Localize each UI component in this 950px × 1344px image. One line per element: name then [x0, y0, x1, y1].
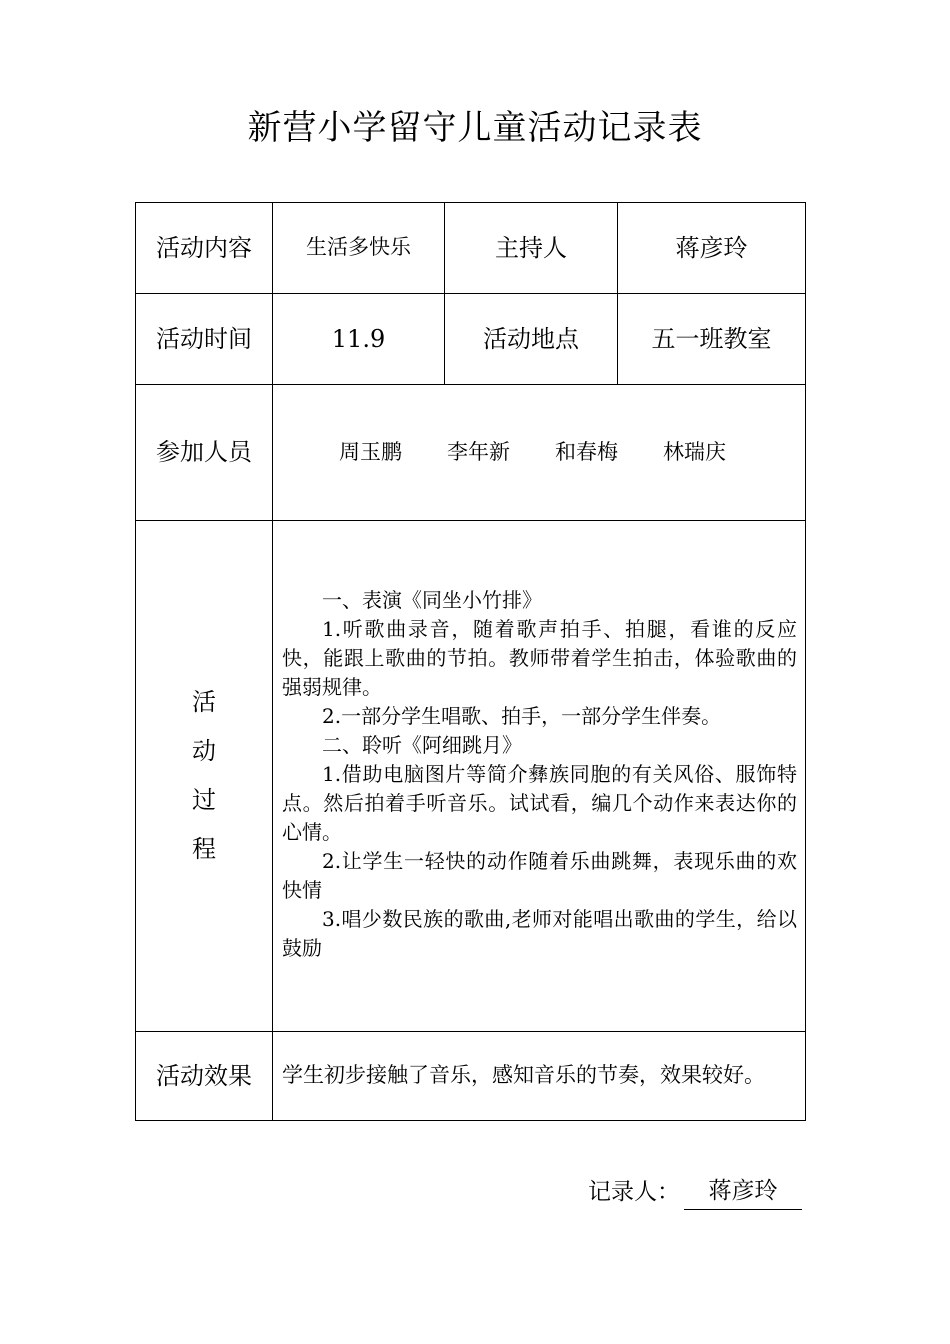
process-paragraph: 二、聆听《阿细跳月》 [322, 733, 522, 757]
content-value: 生活多快乐 [273, 203, 445, 294]
time-label: 活动时间 [136, 294, 273, 385]
process-text [282, 586, 797, 963]
host-label: 主持人 [445, 203, 618, 294]
participant-name: 和春梅 [555, 439, 618, 464]
host-value: 蒋彦玲 [618, 203, 806, 294]
time-value: 11.9 [273, 294, 445, 385]
process-paragraph: 2.让学生一轻快的动作随着乐曲跳舞，表现乐曲的欢快情 [282, 849, 797, 902]
effect-value: 学生初步接触了音乐，感知音乐的节奏，效果较好。 [273, 1032, 806, 1121]
process-label [136, 521, 273, 1032]
process-label-char: 程 [192, 835, 216, 863]
process-label-char: 动 [192, 737, 216, 765]
page-title: 新营小学留守儿童活动记录表 [247, 108, 703, 148]
participants-list [273, 385, 806, 521]
participant-name: 林瑞庆 [663, 439, 726, 464]
recorder-label: 记录人： [588, 1179, 680, 1205]
place-label: 活动地点 [445, 294, 618, 385]
effect-label: 活动效果 [136, 1032, 273, 1121]
recorder-line [588, 1172, 802, 1210]
process-paragraph: 2.一部分学生唱歌、拍手，一部分学生伴奏。 [322, 704, 722, 728]
place-value: 五一班教室 [618, 294, 806, 385]
process-content [273, 521, 806, 1032]
process-paragraph: 1.借助电脑图片等简介彝族同胞的有关风俗、服饰特点。然后拍着手听音乐。试试看，编几个动作来表达你的心情。 [282, 762, 797, 844]
participant-name: 周玉鹏 [339, 439, 402, 464]
process-paragraph: 一、表演《同坐小竹排》 [322, 588, 542, 612]
participants-label: 参加人员 [136, 385, 273, 521]
process-paragraph: 1.听歌曲录音，随着歌声拍手、拍腿，看谁的反应快，能跟上歌曲的节拍。教师带着学生拍击，体验歌曲的强弱规律。 [282, 617, 797, 699]
process-label-char: 活 [192, 688, 216, 716]
recorder-name: 蒋彦玲 [684, 1172, 802, 1210]
process-paragraph: 3.唱少数民族的歌曲,老师对能唱出歌曲的学生，给以鼓励 [282, 907, 797, 960]
content-label: 活动内容 [136, 203, 273, 294]
participant-name: 李年新 [447, 439, 510, 464]
record-table [135, 202, 806, 1121]
process-label-char: 过 [192, 786, 216, 814]
